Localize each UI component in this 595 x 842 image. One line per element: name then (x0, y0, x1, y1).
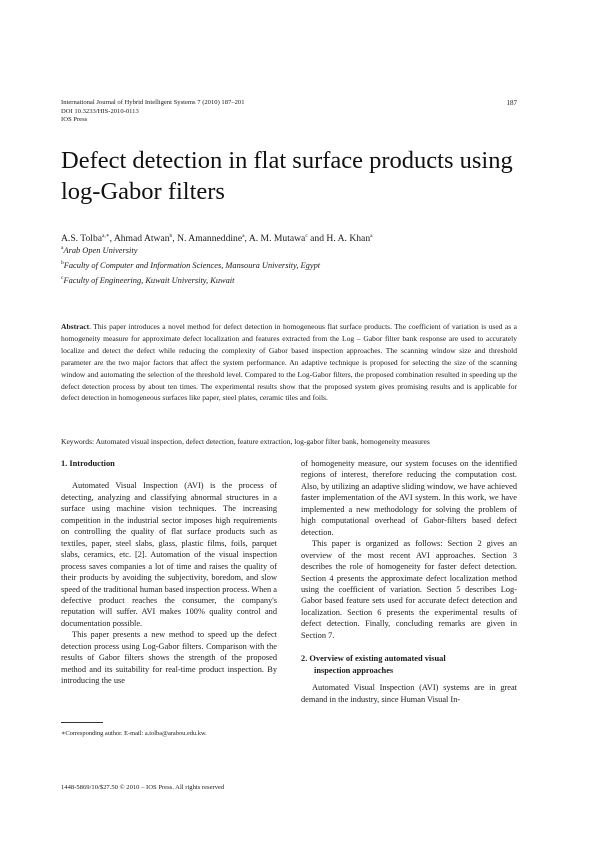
keywords: Keywords: Automated visual inspection, defect detection, feature extraction, log-gabor filter bank, homogeneity measures (61, 437, 430, 446)
left-column (61, 458, 277, 687)
author-affil-mark: a (370, 233, 373, 239)
footnote-divider (61, 722, 103, 723)
affiliation: $^a$Arab Open University (61, 245, 138, 255)
paragraph: of homogeneity measure, our system focuses on the identified regions of interest, therefore reducing the computation cost. Also, by utilizing an adaptive sliding window, we have achieved faster implementation of the AVI system. In this work, we have implemented a new methodology for solving the problem of high computational overhead of Gabor-filters based defect detection. (301, 459, 517, 537)
author-name: , Ahmad Atwan (109, 233, 170, 245)
author-name: , N. Amanneddine (172, 233, 243, 245)
abstract (61, 321, 517, 404)
author-name: and H. A. Khan (307, 233, 371, 245)
footnote: ∗Corresponding author. E-mail: a.tolba@arabou.edu.kw. (61, 730, 207, 737)
author-affil-mark: a,∗ (102, 233, 110, 239)
affiliations (61, 242, 320, 287)
affiliation: $^b$Faculty of Computer and Information Sciences, Mansoura University, Egypt (61, 260, 321, 270)
author-affil-mark: b (169, 233, 173, 239)
doi: DOI 10.3233/HIS-2010-0113 (61, 107, 139, 115)
author-affil-mark: a (242, 233, 245, 239)
journal-header (61, 99, 245, 125)
author-affil-mark: c (305, 233, 308, 239)
section-heading: 1. Introduction (61, 459, 115, 468)
abstract-label: Abstract (61, 322, 90, 331)
page-number: 187 (506, 99, 517, 107)
paragraph: Automated Visual Inspection (AVI) is the process of detecting, analyzing and classifying abnormal structures in a surface using machine vision techniques. The increasing competition in the industrial sector imposes high requirements on controlling the quality of flat surface products such as textiles, paper, steel slabs, glass, plastic films, foils, parquet slabs, ceramics, etc. [2]. Automation of the visual inspection process saves companies a lot of time and raises the quality of their products by avoiding the subjectivity, boredom, and slow speed of the traditional human based inspection process. When a defective product reaches the consumer, the company's reputation will suffer. AVI makes 100% quality control and documentation possible. (61, 481, 277, 628)
author-name: A.S. Tolba (61, 233, 102, 245)
publisher: IOS Press (61, 116, 88, 124)
paper-title: Defect detection in flat surface products using log-Gabor filters (61, 147, 513, 205)
section-heading: 2. Overview of existing automated visual inspection approaches (301, 654, 446, 675)
journal-citation: International Journal of Hybrid Intelligent Systems 7 (2010) 187–201 (61, 99, 245, 106)
abstract-text: . This paper introduces a novel method for defect detection in homogeneous flat surface products. The coefficient of variation is used as a homogeneity measure for approximate defect localization and features extracted from the Log – Gabor filter bank response are used to accurately localize and detect the defect while reducing the complexity of Gabor based inspection approaches. The scanning window size and threshold parameter are the two major factors that affect the system performance. An adaptive technique is proposed for selecting the size of the scanning window and automating the selection of the threshold level. Compared to the Log-Gabor filters, the proposed combination resulted in speeding up the defect detection process by about ten times. The experimental results show that the proposed system gives promising results and is applicable for defect detection in homogeneous surfaces like paper, steel plates, ceramic tiles and foils. (61, 322, 517, 403)
affiliation: $^c$Faculty of Engineering, Kuwait University, Kuwait (61, 275, 235, 285)
paragraph: This paper presents a new method to speed up the defect detection process using Log-Gabor filters. Comparison with the results of Gabor filters shows the strength of the proposed method and its suitability for real-time product inspection. By introducing the use (61, 630, 277, 686)
paragraph: Automated Visual Inspection (AVI) systems are in great demand in the industry, since Human Visual In- (301, 683, 517, 704)
paragraph: This paper is organized as follows: Section 2 gives an overview of the most recent AVI approaches. Section 3 describes the role of homogeneity for faster defect detection. Section 4 presents the approximate defect localization method using the coefficient of variation. Section 5 describes Log-Gabor based feature sets used for accurate defect detection and localization. Section 6 presents the experimental results of defect detection. Finally, concluding remarks are given in Section 7. (301, 539, 517, 640)
copyright-footer: 1448-5869/10/$27.50 © 2010 – IOS Press. All rights reserved (61, 784, 225, 791)
right-column (301, 458, 517, 705)
author-name: , A. M. Mutawa (244, 233, 306, 245)
